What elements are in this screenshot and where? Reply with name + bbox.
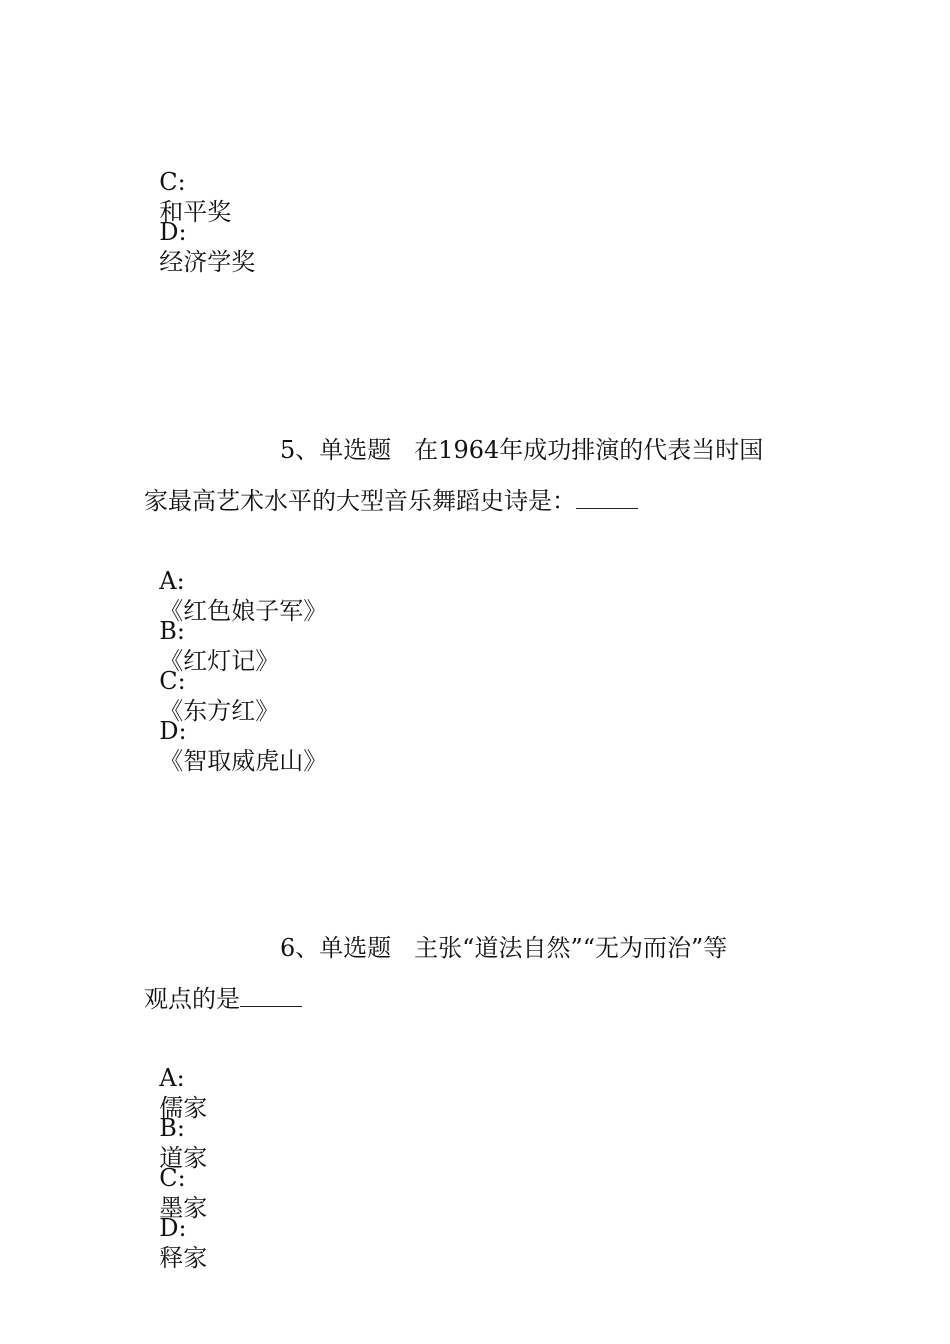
q5-number: 5、单选题 <box>280 436 392 464</box>
option-text: 和平奖 <box>159 198 232 226</box>
answer-blank <box>576 486 638 509</box>
q5-stem-line2 <box>144 486 638 516</box>
q4-option-d <box>144 187 255 277</box>
option-label: D: <box>159 1214 187 1242</box>
q6-number: 6、单选题 <box>280 934 392 962</box>
option-label: A: <box>159 1064 185 1092</box>
q6-stem-1: 主张“道法自然”“无为而治”等 <box>414 934 728 962</box>
option-label: C: <box>159 1164 186 1192</box>
q5-stem-line1 <box>144 435 804 465</box>
option-text: 儒家 <box>159 1094 208 1122</box>
option-text: 《东方红》 <box>159 697 280 725</box>
option-text: 《红灯记》 <box>159 647 280 675</box>
q5-stem-2: 家最高艺术水平的大型音乐舞蹈史诗是： <box>144 487 576 515</box>
option-text: 经济学奖 <box>159 248 256 276</box>
option-text: 《智取威虎山》 <box>159 747 328 775</box>
q5-stem-1: 在1964年成功排演的代表当时国 <box>414 436 764 464</box>
q6-stem-line1 <box>144 933 804 963</box>
q6-stem-line2 <box>144 984 302 1014</box>
option-label: B: <box>159 1114 185 1142</box>
option-label: A: <box>159 567 185 595</box>
option-text: 墨家 <box>159 1194 208 1222</box>
q5-option-d <box>144 686 327 776</box>
option-label: D: <box>159 218 187 246</box>
option-label: D: <box>159 717 187 745</box>
option-label: C: <box>159 168 186 196</box>
option-label: B: <box>159 617 185 645</box>
option-text: 道家 <box>159 1144 208 1172</box>
q6-option-d <box>144 1183 207 1273</box>
option-text: 《红色娘子军》 <box>159 597 328 625</box>
q6-stem-2: 观点的是 <box>144 985 240 1013</box>
option-text: 释家 <box>159 1244 208 1272</box>
option-label: C: <box>159 667 186 695</box>
answer-blank <box>240 984 302 1007</box>
